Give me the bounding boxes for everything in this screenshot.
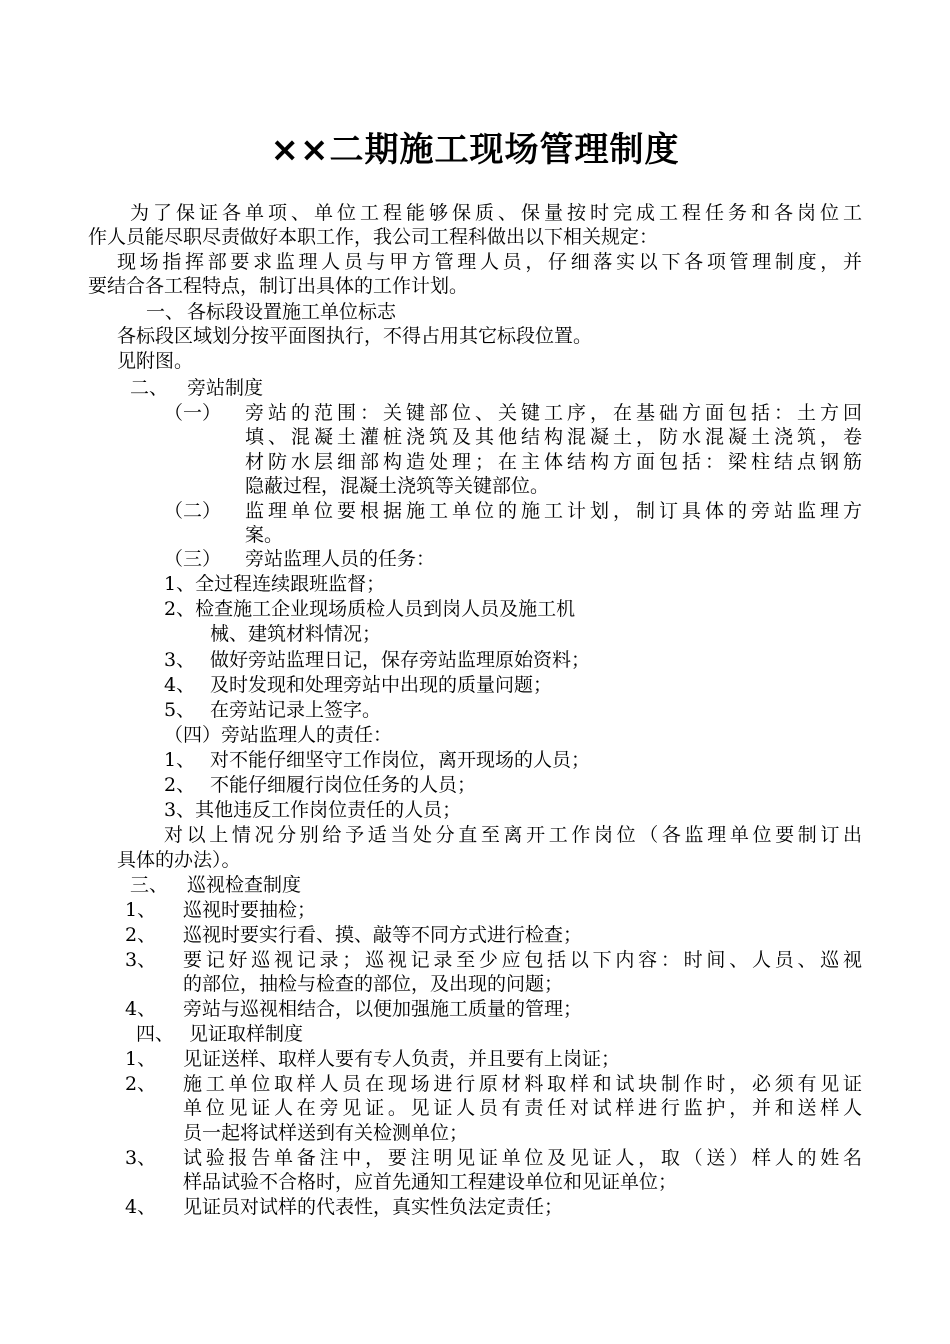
list-number: 4、 <box>164 674 196 696</box>
section-number: 四、 <box>136 1023 175 1045</box>
section-number: 三、 <box>130 874 169 896</box>
subsection-number: （二） <box>164 500 222 522</box>
intro-line: 现场指挥部要求监理人员与甲方管理人员，仔细落实以下各项管理制度，并 <box>117 251 862 273</box>
list-item: 3、其他违反工作岗位责任的人员； <box>164 799 462 821</box>
paragraph-line: 对以上情况分别给予适当处分直至离开工作岗位（各监理单位要制订出 <box>164 824 862 846</box>
subsection-heading: （四）旁站监理人的责任： <box>164 724 393 746</box>
section-heading: 旁站制度 <box>187 377 264 399</box>
list-item: 见证送样、取样人要有专人负责，并且要有上岗证； <box>183 1048 621 1070</box>
section-number: 一、 <box>146 301 185 323</box>
list-item: 对不能仔细坚守工作岗位，离开现场的人员； <box>210 749 591 771</box>
list-number: 2、 <box>164 774 196 796</box>
paragraph-line: 各标段区域划分按平面图执行，不得占用其它标段位置。 <box>117 325 593 347</box>
list-number: 5、 <box>164 699 196 721</box>
paragraph-line: 监理单位要根据施工单位的施工计划，制订具体的旁站监理方 <box>245 500 862 522</box>
list-number: 3、 <box>125 1147 157 1169</box>
list-number: 3、 <box>125 949 157 971</box>
list-item: 巡视时要实行看、摸、敲等不同方式进行检查； <box>183 924 583 946</box>
list-number: 1、 <box>164 749 196 771</box>
intro-line: 要结合各工程特点，制订出具体的工作计划。 <box>88 275 469 297</box>
subsection-number: （三） <box>164 548 222 570</box>
list-item: 1、全过程连续跟班监督； <box>164 573 386 595</box>
subsection-heading: 旁站监理人员的任务： <box>245 548 436 570</box>
section-heading: 各标段设置施工单位标志 <box>187 301 397 323</box>
list-number: 1、 <box>125 899 157 921</box>
list-number: 4、 <box>125 998 157 1020</box>
document-title: ××二期施工现场管理制度 <box>270 130 680 170</box>
paragraph-line: 具体的办法）。 <box>117 849 241 871</box>
paragraph-line: 材防水层细部构造处理；在主体结构方面包括：梁柱结点钢筋 <box>245 451 862 473</box>
list-number: 2、 <box>125 924 157 946</box>
list-number: 4、 <box>125 1196 157 1218</box>
list-item: 要记好巡视记录；巡视记录至少应包括以下内容：时间、人员、巡视 <box>183 949 862 971</box>
paragraph-line: 填、混凝土灌桩浇筑及其他结构混凝土，防水混凝土浇筑，卷 <box>245 426 862 448</box>
list-item: 的部位，抽检与检查的部位，及出现的问题； <box>183 973 564 995</box>
list-item: 样品试验不合格时，应首先通知工程建设单位和见证单位； <box>183 1171 678 1193</box>
paragraph-line: 见附图。 <box>117 350 194 372</box>
list-item: 巡视时要抽检； <box>183 899 317 921</box>
list-number: 1、 <box>125 1048 157 1070</box>
paragraph-line: 隐蔽过程，混凝土浇筑等关键部位。 <box>245 475 550 497</box>
list-number: 2、 <box>125 1073 157 1095</box>
list-item: 试验报告单备注中，要注明见证单位及见证人，取（送）样人的姓名 <box>183 1147 862 1169</box>
section-heading: 见证取样制度 <box>189 1023 304 1045</box>
section-heading: 巡视检查制度 <box>187 874 302 896</box>
intro-line: 为了保证各单项、单位工程能够保质、保量按时完成工程任务和各岗位工 <box>130 202 862 224</box>
section-number: 二、 <box>130 377 169 399</box>
paragraph-line: 案。 <box>245 524 284 546</box>
list-item: 单位见证人在旁见证。见证人员有责任对试样进行监护，并和送样人 <box>183 1097 862 1119</box>
list-item: 2、检查施工企业现场质检人员到岗人员及施工机 <box>164 598 576 620</box>
list-item: 及时发现和处理旁站中出现的质量问题； <box>210 674 553 696</box>
list-item: 见证员对试样的代表性，真实性负法定责任； <box>183 1196 564 1218</box>
list-number: 3、 <box>164 649 196 671</box>
list-item: 施工单位取样人员在现场进行原材料取样和试块制作时，必须有见证 <box>183 1073 862 1095</box>
list-item: 在旁站记录上签字。 <box>210 699 382 721</box>
subsection-number: （一） <box>164 402 222 424</box>
list-item: 旁站与巡视相结合，以便加强施工质量的管理； <box>183 998 583 1020</box>
paragraph-line: 旁站的范围：关键部位、关键工序，在基础方面包括：土方回 <box>245 402 862 424</box>
list-item: 械、建筑材料情况； <box>210 623 382 645</box>
list-item: 员一起将试样送到有关检测单位； <box>183 1122 469 1144</box>
list-item: 不能仔细履行岗位任务的人员； <box>210 774 477 796</box>
list-item: 做好旁站监理日记，保存旁站监理原始资料； <box>210 649 591 671</box>
intro-line: 作人员能尽职尽责做好本职工作，我公司工程科做出以下相关规定： <box>88 226 659 248</box>
